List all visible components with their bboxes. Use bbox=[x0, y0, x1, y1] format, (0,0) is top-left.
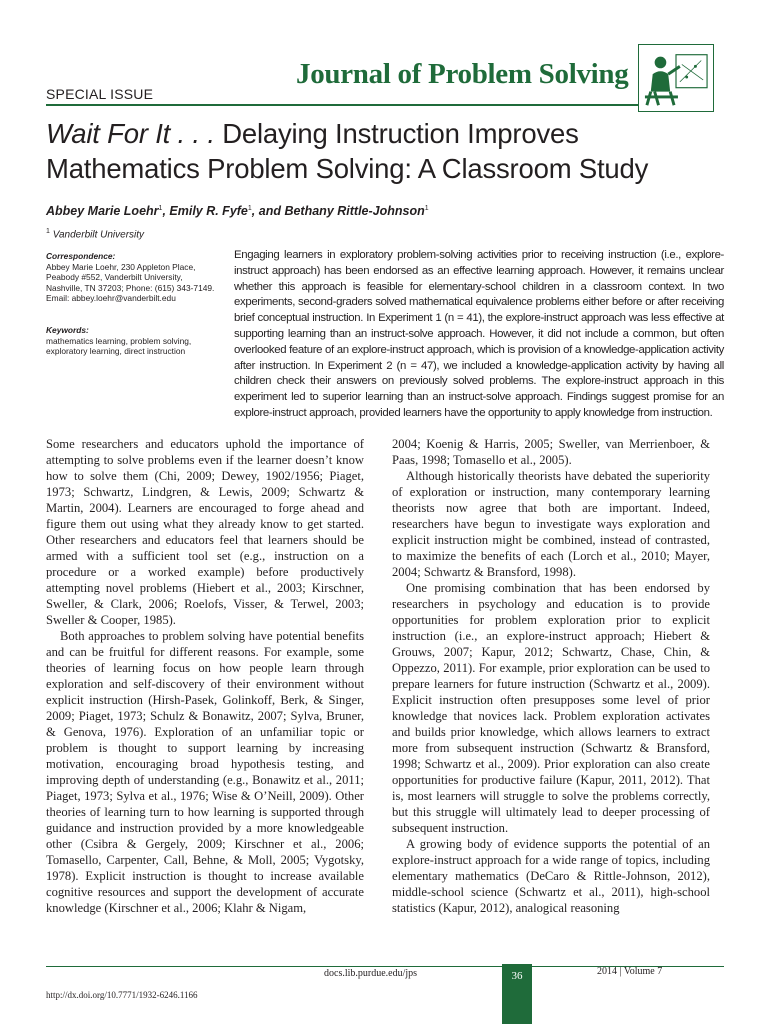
author-separator: , bbox=[162, 204, 170, 218]
author-affiliation-marker: 1 bbox=[247, 204, 252, 212]
doi-link[interactable]: http://dx.doi.org/10.7771/1932-6246.1166 bbox=[46, 990, 198, 1000]
affiliation-text: Vanderbilt University bbox=[52, 229, 145, 241]
correspondence-line: Nashville, TN 37203; Phone: (615) 343-7149. bbox=[46, 282, 215, 293]
correspondence-heading: Correspondence: bbox=[46, 251, 116, 261]
body-column-right bbox=[392, 436, 710, 916]
body-column-left bbox=[46, 436, 364, 916]
footer-volume: 2014 | Volume 7 bbox=[597, 966, 663, 977]
correspondence-block bbox=[46, 251, 226, 304]
article-title-italic: Wait For It . . . bbox=[46, 118, 215, 149]
correspondence-line: Abbey Marie Loehr, 230 Appleton Place, bbox=[46, 261, 196, 272]
author-name: Emily R. Fyfe bbox=[169, 204, 248, 218]
keywords-line: mathematics learning, problem solving, bbox=[46, 335, 192, 346]
body-paragraph: Both approaches to problem solving have potential benefits and can be fruitful for different reasons. For example, some theories of learning focus on how people learn through exploration and self-discovery of their environment without explicit instruction (Hirsh-Pasek, Golinkoff, Berk, & Singer, 2009; Piaget, 1973; Schulz & Bonawitz, 2007; Sylva, Bruner, & Genova, 1976). Exploration of an unfamiliar topic or problem is thought to support learning by increasing motivation, encouraging broad hypothesis testing, and improving depth of understanding (e.g., Bonawitz et al., 2011; Piaget, 1973; Sylva et al., 1976; Wise & O’Neill, 2009). Other theories of learning turn to how learning is supported through guidance and instruction provided by a more knowledgeable other (Csibra & Gergely, 2009; Kirschner et al., 2006; Tomasello, Carpenter, Call, Behne, & Moll, 2005; Vygotsky, 1978). Explicit instruction is thought to increase available cognitive resources and support the development of accurate knowledge (Kirschner et al., 2006; Klahr & Nigam, bbox=[46, 629, 364, 915]
page-number: 36 bbox=[511, 970, 523, 982]
special-issue-label: SPECIAL ISSUE bbox=[46, 86, 154, 102]
keywords-block bbox=[46, 325, 226, 357]
keywords-heading: Keywords: bbox=[46, 325, 89, 335]
journal-title: Journal of Problem Solving bbox=[296, 58, 629, 90]
body-paragraph: Although historically theorists have debated the superiority of exploration or instruction, many contemporary learning theorists now agree that both are important. Indeed, researchers have begun to investigate ways exploration and explicit instruction might be combined, instead of contrasted, to maximize the benefits of each (Lorch et al., 2010; Mayer, 2004; Schwartz & Bransford, 1998). bbox=[392, 469, 710, 579]
author-affiliation-marker: 1 bbox=[424, 204, 429, 212]
author-affiliation-marker: 1 bbox=[158, 204, 163, 212]
author-separator: , and bbox=[251, 204, 285, 218]
correspondence-email[interactable]: Email: abbey.loehr@vanderbilt.edu bbox=[46, 293, 176, 304]
keywords-line: exploratory learning, direct instruction bbox=[46, 346, 186, 357]
correspondence-line: Peabody #552, Vanderbilt University, bbox=[46, 272, 183, 283]
body-paragraph: A growing body of evidence supports the potential of an explore-instruct approach for a wide range of topics, including elementary mathematics (DeCaro & Rittle-Johnson, 2012), middle-school science (Schwartz et al., 2011), high-school statistics (Kapur, 2012), analogical reasoning bbox=[392, 837, 710, 915]
body-paragraph: Some researchers and educators uphold the importance of attempting to solve problems even if the learner doesn’t know how to solve them (Chi, 2009; Dewey, 1902/1956; Piaget, 1973; Schwartz, Lindgren, & Lewis, 2009; Schwartz & Martin, 2004). Learners are encouraged to forge ahead and figure them out using what they already know to get started. Other researchers and educators feel that learners should be armed with a sufficient tool set (e.g., instruction on a procedure or a worked example) before productively attempting novel problems (Hiebert et al., 2003; Kirschner, Sweller, & Clark, 2006; Roelofs, Visser, & Terwel, 2003; Sweller & Cooper, 1985). bbox=[46, 437, 364, 627]
footer-url-link[interactable]: docs.lib.purdue.edu/jps bbox=[324, 968, 418, 979]
abstract: Engaging learners in exploratory problem-solving activities prior to receiving instruction (i.e., explore-instruct approach) has been endorsed as an effective learning approach. However, it remains unclear whether this approach is feasible for elementary-school children in a classroom context. In two experiments, second-graders solved mathematical equivalence problems either before or after receiving brief conceptual instruction. In Experiment 1 (n = 41), the explore-instruct approach was less effective at supporting learning than an instruct-solve approach. However, it did not include a common, but often overlooked feature of an explore-instruct approach, which is provision of a knowledge-application activity after instruction. In Experiment 2 (n = 47), we included a knowledge-application activity by having all children check their answers on previously solved problems. The explore-instruct approach in this experiment led to superior learning than an instruct-solve approach. Findings suggest promise for an explore-instruct approach, provided learners have the opportunity to apply knowledge from instruction. bbox=[234, 249, 724, 419]
article-title bbox=[46, 116, 726, 186]
body-paragraph: One promising combination that has been endorsed by researchers in psychology and education is to provide opportunities for problem exploration prior to explicit instruction (i.e., an explore-instruct approach; Hiebert & Grouws, 2007; Kapur, 2012; Schwartz, Chase, Chin, & Oppezzo, 2011). For example, prior exploration can be used to prepare learners for future instruction (Schwartz et al., 2009). Explicit instruction often presupposes some level of prior knowledge that novices lack. Problem exploration activates and builds prior knowledge, which allows learners to extract more from subsequent instruction (Schwartz & Bransford, 1998; Schwartz et al., 2009). Prior exploration can also create opportunities for productive failure (Kapur, 2011, 2012). That is, most learners will struggle to solve the problems correctly, but this struggle will ultimately lead to deeper processing of subsequent instruction. bbox=[392, 581, 710, 835]
author-name: Bethany Rittle-Johnson bbox=[284, 204, 425, 218]
article-title-line2: Mathematics Problem Solving: A Classroom Study bbox=[46, 153, 649, 184]
body-paragraph: 2004; Koenig & Harris, 2005; Sweller, van Merrienboer, & Paas, 1998; Tomasello et al., 2005). bbox=[392, 437, 710, 467]
journal-logo-icon bbox=[638, 44, 714, 112]
author-name: Abbey Marie Loehr bbox=[46, 204, 159, 218]
article-title-line1: Delaying Instruction Improves bbox=[214, 118, 579, 149]
affiliation-marker: 1 bbox=[46, 228, 50, 235]
affiliation bbox=[46, 228, 144, 240]
page-number-badge bbox=[502, 964, 532, 1024]
header-divider bbox=[46, 104, 638, 106]
author-list bbox=[46, 204, 726, 218]
